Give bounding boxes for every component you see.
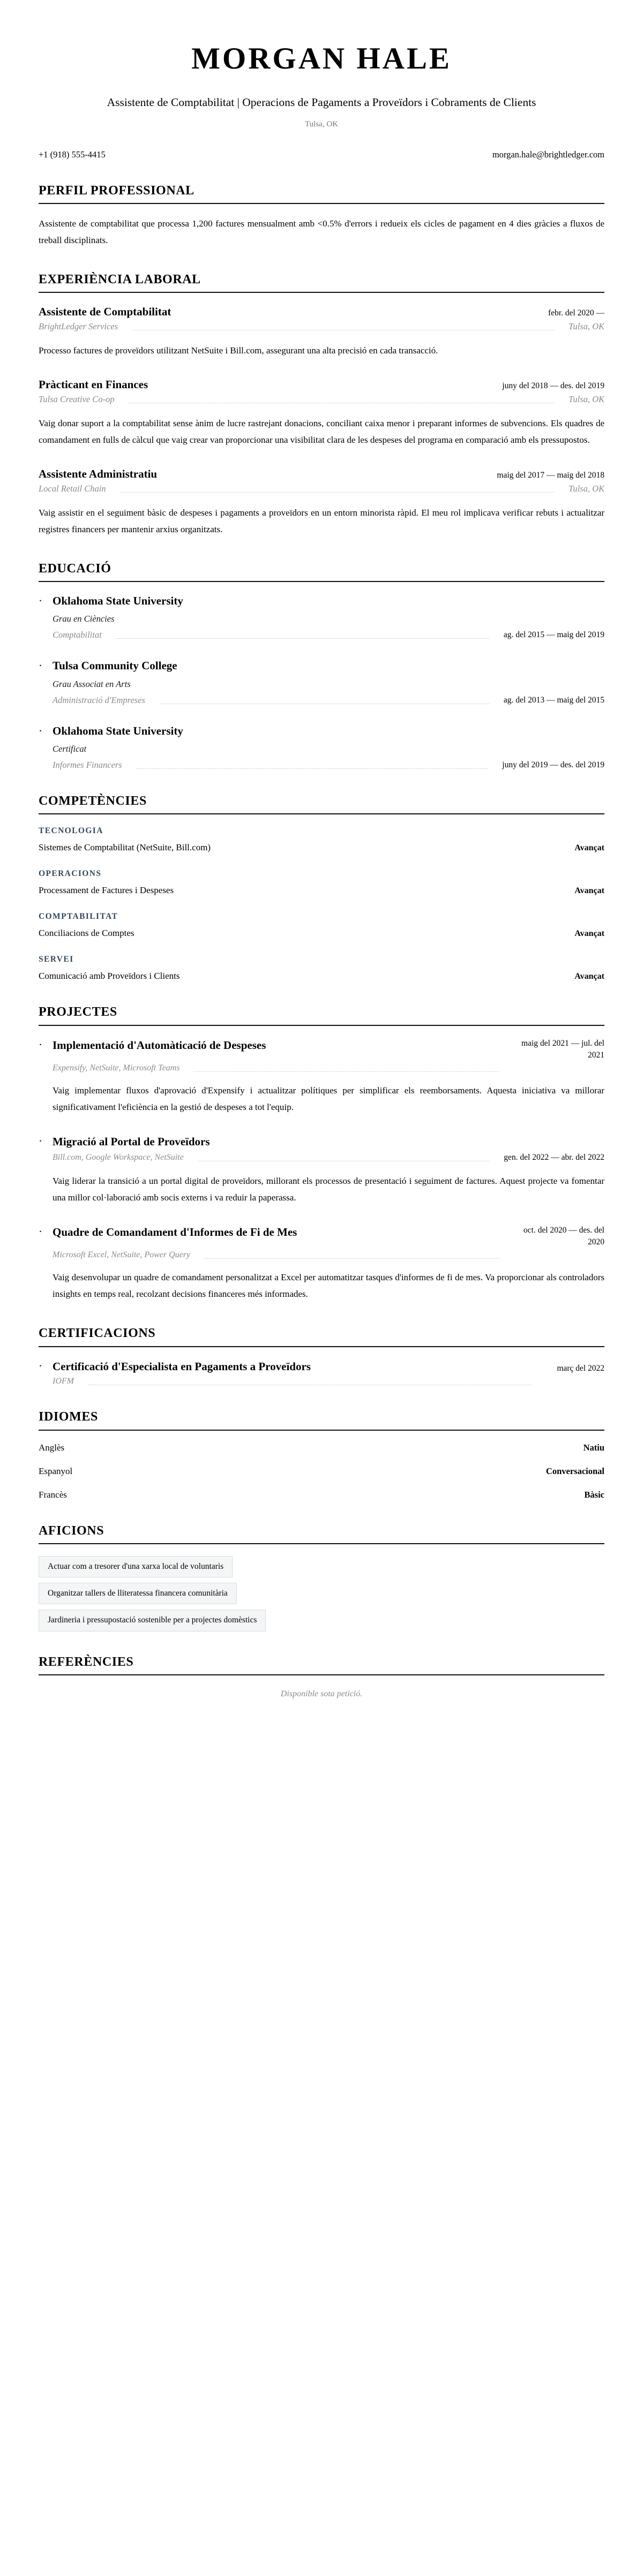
- section-experience: [39, 273, 604, 538]
- education-school: Oklahoma State University: [53, 594, 183, 607]
- certification-dates: març del 2022: [557, 1364, 604, 1373]
- skill-level: Avançat: [574, 886, 604, 896]
- bullet-icon: ·: [39, 1359, 42, 1372]
- dotted-separator: [198, 1160, 490, 1161]
- bullet-icon: ·: [39, 594, 42, 607]
- experience-company: BrightLedger Services: [39, 321, 118, 332]
- experience-company: Local Retail Chain: [39, 483, 106, 494]
- education-degree: Grau en Ciències: [53, 614, 115, 624]
- section-divider: [39, 813, 604, 814]
- dotted-separator: [136, 768, 489, 769]
- experience-role: Assistente de Comptabilitat: [39, 305, 171, 319]
- skill-group: [39, 955, 604, 981]
- contact-email[interactable]: morgan.hale@brightledger.com: [492, 149, 604, 160]
- project-tech: Microsoft Excel, NetSuite, Power Query: [53, 1250, 191, 1260]
- section-languages: [39, 1410, 604, 1500]
- experience-location: Tulsa, OK: [569, 483, 604, 494]
- experience-headrow: [39, 377, 604, 392]
- contact-phone[interactable]: +1 (918) 555-4415: [39, 149, 106, 160]
- experience-location: Tulsa, OK: [569, 394, 604, 404]
- project-entry: [39, 1038, 604, 1116]
- certification-issuer: IOFM: [53, 1377, 74, 1386]
- experience-dates: juny del 2018 — des. del 2019: [502, 381, 604, 391]
- section-projects: [39, 1005, 604, 1303]
- bullet-icon: ·: [39, 1038, 42, 1051]
- education-field: Informes Financers: [53, 759, 122, 770]
- section-title-hobbies: AFICIONS: [39, 1523, 104, 1538]
- skill-name: Conciliacions de Comptes: [39, 928, 134, 939]
- dotted-separator: [204, 1258, 499, 1259]
- dotted-separator: [193, 1071, 499, 1072]
- language-name: Anglès: [39, 1442, 65, 1453]
- bullet-icon: ·: [39, 724, 42, 737]
- experience-dates: febr. del 2020 —: [548, 308, 604, 318]
- skill-category: SERVEI: [39, 955, 74, 964]
- candidate-location: Tulsa, OK: [305, 119, 338, 129]
- experience-location: Tulsa, OK: [569, 321, 604, 332]
- dotted-separator: [128, 402, 555, 403]
- project-name: Migració al Portal de Proveïdors: [53, 1135, 210, 1148]
- experience-subrow: [39, 321, 604, 332]
- section-divider: [39, 1674, 604, 1675]
- project-description: Vaig liderar la transició a un portal digital de proveïdors, millorant els processos de presentació i seguiment de factures. Aquest projecte va fomentar una millor col·laboració amb socis externs i va reduir la paperassa.: [53, 1176, 604, 1203]
- section-title-certifications: CERTIFICACIONS: [39, 1326, 156, 1341]
- skill-level: Avançat: [574, 972, 604, 981]
- experience-description: Vaig assistir en el seguiment bàsic de despeses i pagaments a proveïdors en un entorn minorista ràpid. El meu rol implicava verificar rebuts i actualitzar registres financers per mantenir arxius organitzats.: [39, 507, 604, 534]
- experience-entry: [39, 305, 604, 359]
- candidate-headline: Assistente de Comptabilitat | Operacions de Pagaments a Proveïdors i Cobraments de Clients: [107, 95, 536, 109]
- section-title-profile: PERFIL PROFESSIONAL: [39, 183, 195, 198]
- section-divider: [39, 1025, 604, 1026]
- education-field: Administració d'Empreses: [53, 694, 145, 705]
- language-row: [39, 1442, 604, 1453]
- experience-headrow: [39, 305, 604, 319]
- section-title-references: REFERÈNCIES: [39, 1655, 134, 1669]
- experience-description: Vaig donar suport a la comptabilitat sense ànim de lucre rastrejant donacions, conciliant caixa menor i preparant informes de subvencions. Els quadres de comandament en fulls de càlcul que vaig crear van proporcionar una visibilitat clara de les despeses del programa en comparació amb els pressupostos.: [39, 418, 604, 445]
- experience-entry: [39, 377, 604, 449]
- section-certifications: [39, 1326, 604, 1386]
- experience-description: Processo factures de proveïdors utilitzant NetSuite i Bill.com, assegurant una alta precisió en cada transacció.: [39, 345, 438, 356]
- skill-name: Sistemes de Comptabilitat (NetSuite, Bill.com): [39, 842, 211, 853]
- section-title-projects: PROJECTES: [39, 1005, 117, 1019]
- dotted-separator: [120, 492, 555, 493]
- project-dates: maig del 2021 — jul. del 2021: [521, 1038, 604, 1060]
- skill-group: [39, 912, 604, 939]
- section-divider: [39, 1430, 604, 1431]
- candidate-name: MORGAN HALE: [191, 42, 452, 75]
- language-name: Francès: [39, 1489, 67, 1500]
- certification-entry: [39, 1359, 604, 1387]
- skill-level: Avançat: [574, 929, 604, 939]
- skill-category: OPERACIONS: [39, 869, 102, 879]
- education-degree: Grau Associat en Arts: [53, 678, 131, 689]
- section-divider: [39, 1543, 604, 1544]
- resume-header: [39, 0, 604, 160]
- education-entry: [39, 594, 604, 640]
- project-name: Implementació d'Automàticació de Despeses: [53, 1038, 266, 1052]
- hobby-list: [39, 1556, 604, 1631]
- skill-name: Comunicació amb Proveïdors i Clients: [39, 971, 180, 981]
- experience-dates: maig del 2017 — maig del 2018: [497, 470, 604, 480]
- education-entry: [39, 724, 604, 770]
- profile-text: Assistente de comptabilitat que processa 1,200 factures mensualment amb <0.5% d'errors i redueix els cicles de pagament en 4 dies gràcies a fluxos de treball disciplinats.: [39, 218, 604, 245]
- section-references: [39, 1655, 604, 1699]
- project-description: Vaig desenvolupar un quadre de comandament personalitzat a Excel per automatitzar tasques d'informes de fi de mes. Va proporcionar als controladors insights en temps real, recolzant decisions financeres més informades.: [53, 1272, 604, 1300]
- language-name: Espanyol: [39, 1465, 73, 1476]
- section-divider: [39, 581, 604, 582]
- language-row: [39, 1466, 604, 1477]
- skill-group: [39, 826, 604, 853]
- skill-category: COMPTABILITAT: [39, 912, 118, 921]
- section-divider: [39, 1346, 604, 1347]
- project-name: Quadre de Comandament d'Informes de Fi de Mes: [53, 1226, 297, 1239]
- project-dates: gen. del 2022 — abr. del 2022: [504, 1153, 604, 1162]
- experience-headrow: [39, 467, 604, 481]
- project-tech: Bill.com, Google Workspace, NetSuite: [53, 1153, 184, 1162]
- dotted-separator: [132, 329, 555, 330]
- experience-subrow: [39, 484, 604, 494]
- section-title-education: EDUCACIÓ: [39, 561, 111, 576]
- contact-row: [39, 149, 604, 160]
- section-divider: [39, 203, 604, 204]
- experience-company: Tulsa Creative Co-op: [39, 394, 115, 404]
- education-field: Comptabilitat: [53, 630, 102, 640]
- skill-level: Avançat: [574, 843, 604, 853]
- hobby-chip: Organitzar tallers de lliteratessa financera comunitària: [39, 1583, 237, 1604]
- language-level: Conversacional: [545, 1465, 604, 1476]
- language-level: Natiu: [583, 1442, 604, 1453]
- hobby-chip: Jardineria i pressupostació sostenible per a projectes domèstics: [39, 1610, 266, 1631]
- experience-entry: [39, 467, 604, 538]
- education-degree: Certificat: [53, 743, 87, 754]
- language-row: [39, 1490, 604, 1500]
- section-hobbies: [39, 1524, 604, 1631]
- education-dates: juny del 2019 — des. del 2019: [502, 760, 604, 769]
- section-divider: [39, 292, 604, 293]
- bullet-icon: ·: [39, 1225, 42, 1238]
- project-description: Vaig implementar fluxos d'aprovació d'Expensify i actualitzar polítiques per simplificar els reemborsaments. Aquesta iniciativa va millorar significativament l'eficiència en la gestió de despeses a tot l'equip.: [53, 1085, 604, 1112]
- education-dates: ag. del 2013 — maig del 2015: [503, 695, 604, 705]
- language-level: Bàsic: [584, 1489, 604, 1500]
- section-profile: [39, 184, 604, 249]
- section-title-skills: COMPETÈNCIES: [39, 794, 147, 808]
- references-text: Disponible sota petició.: [280, 1689, 363, 1698]
- bullet-icon: ·: [39, 659, 42, 673]
- skill-category: TECNOLOGIA: [39, 826, 103, 836]
- certification-name: Certificació d'Especialista en Pagaments a Proveïdors: [53, 1359, 311, 1373]
- skill-group: [39, 869, 604, 896]
- section-title-languages: IDIOMES: [39, 1410, 98, 1424]
- education-dates: ag. del 2015 — maig del 2019: [503, 630, 604, 640]
- dotted-separator: [116, 638, 490, 639]
- section-skills: [39, 794, 604, 981]
- experience-role: Assistente Administratiu: [39, 467, 158, 480]
- skill-name: Processament de Factures i Despeses: [39, 885, 174, 896]
- project-dates: oct. del 2020 — des. del 2020: [523, 1226, 604, 1247]
- project-entry: [39, 1134, 604, 1207]
- education-school: Tulsa Community College: [53, 659, 177, 673]
- dotted-separator: [159, 703, 490, 704]
- project-entry: [39, 1225, 604, 1303]
- section-education: [39, 562, 604, 770]
- education-school: Oklahoma State University: [53, 724, 183, 737]
- project-tech: Expensify, NetSuite, Microsoft Teams: [53, 1063, 180, 1072]
- experience-subrow: [39, 394, 604, 405]
- hobby-chip: Actuar com a tresorer d'una xarxa local de voluntaris: [39, 1556, 233, 1577]
- bullet-icon: ·: [39, 1134, 42, 1147]
- education-entry: [39, 659, 604, 705]
- dotted-separator: [88, 1384, 532, 1385]
- section-title-experience: EXPERIÈNCIA LABORAL: [39, 272, 201, 286]
- experience-role: Pràcticant en Finances: [39, 378, 148, 391]
